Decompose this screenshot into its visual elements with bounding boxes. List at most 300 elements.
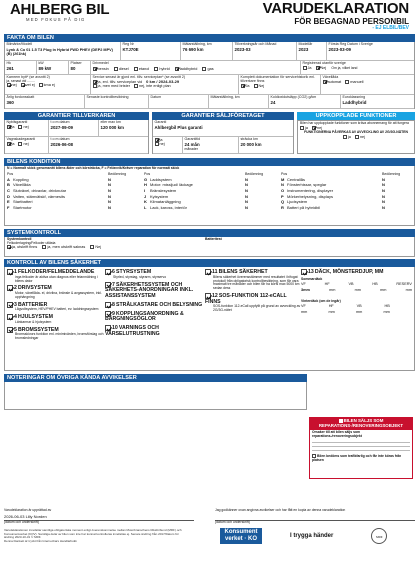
option[interactable] xyxy=(21,83,35,87)
condition-rating[interactable]: N xyxy=(245,182,248,188)
safety-bar: KONTROLL AV BILENS SÄKERHET xyxy=(4,259,415,267)
safety-item xyxy=(105,311,205,324)
item-heading: STYRSYSTEM xyxy=(116,269,152,276)
new-km-cell[interactable] xyxy=(99,120,148,137)
tire-col: HB xyxy=(384,303,390,308)
new-until-cell[interactable] xyxy=(49,120,99,137)
safety-item xyxy=(7,285,105,299)
damage-until-value: 2026-06-08 xyxy=(50,141,73,147)
condition-rating[interactable]: N xyxy=(108,176,111,182)
condition-pos: H xyxy=(144,182,147,188)
dealer-km-value: 20 000 km xyxy=(240,141,262,147)
item-number: 10 xyxy=(112,325,118,332)
title-main: VARUDEKLARATION xyxy=(262,0,409,17)
line[interactable] xyxy=(312,442,410,443)
condition-item: Mörkerbelysning, displays xyxy=(287,193,334,199)
condition-item: Bränslesystem xyxy=(150,188,177,194)
option[interactable] xyxy=(355,135,365,139)
item-number: 4 xyxy=(14,314,17,321)
date-label: Datum xyxy=(150,95,162,99)
service-label: Service senast är gjord enl. tillv. serviceplan* (se avsnitt 2) xyxy=(92,75,186,79)
item-heading: HJULSYSTEM xyxy=(18,314,53,321)
item-number: 9 xyxy=(112,310,115,317)
checkbox[interactable] xyxy=(18,142,22,146)
unit-mm: mm xyxy=(329,287,336,292)
safety-col-2 xyxy=(105,269,205,368)
pos-header: Pos xyxy=(144,171,151,176)
co2-label: Koldioxidutsläpp (CO2) g/km xyxy=(270,95,317,99)
item-heading: SÄKERHETSSYSTEM OCH SÄKERHETS-ANORDNINGAR INKL. ASSISTANSSYSTEM xyxy=(105,281,194,300)
condition-pos: J xyxy=(144,193,147,199)
checkbox[interactable] xyxy=(254,84,258,88)
option[interactable] xyxy=(134,84,171,88)
dealer-name-cell[interactable] xyxy=(153,120,293,137)
ko-line-1: Konsument xyxy=(224,529,258,536)
tax-label: Årlig fordonsskatt xyxy=(6,95,35,99)
firstreg-value: 2023-03-09 xyxy=(328,46,351,52)
option-label: kma ej xyxy=(43,83,55,88)
checkbox[interactable] xyxy=(105,269,111,275)
safety-item xyxy=(105,269,205,280)
safety-item xyxy=(105,302,205,309)
item-description: inga felkoder är aktiva utan diagnos eller felanmälning i bilens dator xyxy=(15,274,98,283)
condition-item: Kylsystem xyxy=(150,193,169,199)
dealer-terms-row xyxy=(152,137,294,154)
fuel-option[interactable] xyxy=(175,67,198,71)
manuf-cell[interactable] xyxy=(233,42,297,61)
new-km-label: eller max km xyxy=(100,120,121,124)
fuel-option[interactable] xyxy=(93,67,109,71)
euroclass-value: Laddhybrid xyxy=(342,99,367,105)
prepared-by-label: Varudeklaration är upprättad av xyxy=(4,508,52,512)
foreign-reg-label: Registrerad utanför sverige xyxy=(302,61,346,65)
condition-column xyxy=(281,173,412,210)
condition-pos: I xyxy=(144,188,146,194)
option-label: nej xyxy=(159,142,165,147)
hk-label: Hk xyxy=(6,61,11,65)
dealer-time-unit: månader xyxy=(184,146,198,151)
fuel-option[interactable] xyxy=(114,67,129,71)
option-label: manuell xyxy=(350,79,364,84)
checkbox[interactable] xyxy=(205,293,211,299)
condition-pos: E xyxy=(7,199,10,205)
option[interactable] xyxy=(241,84,250,88)
winter-tire-cols xyxy=(301,304,390,308)
option[interactable] xyxy=(155,142,165,146)
facts-bar: FAKTA OM BILEN xyxy=(4,34,415,42)
checkbox[interactable] xyxy=(90,245,94,249)
unit-mm: mm xyxy=(355,309,363,314)
seats-label: Platser xyxy=(70,61,82,65)
seats-value: 80 xyxy=(70,65,76,71)
condition-item: Instrumentering, displayer xyxy=(287,188,334,194)
line[interactable] xyxy=(312,450,410,451)
item-heading: DRIVSYSTEM xyxy=(18,285,52,292)
option-label: Nej xyxy=(258,83,265,88)
option-label: nej xyxy=(11,83,17,88)
item-heading: VARNINGS OCH VARSELUTRUSTNING xyxy=(105,325,160,337)
option[interactable] xyxy=(93,84,131,88)
dealer-warranty-row xyxy=(152,120,294,137)
option[interactable] xyxy=(7,245,37,249)
condition-row xyxy=(7,189,138,193)
fuel-label: Drivmedel xyxy=(92,61,109,65)
fuel-option-label: hybrid xyxy=(159,66,170,71)
pos-header: Pos xyxy=(281,171,288,176)
condition-rating[interactable]: N xyxy=(245,188,248,194)
condition-item: Motor: missljud/ läckage xyxy=(150,182,193,188)
checkbox[interactable] xyxy=(202,67,206,71)
condition-rating[interactable]: N xyxy=(382,176,385,182)
manufacturer-warranty-bar: GARANTIER TILLVERKAREN xyxy=(4,112,149,120)
dealer-name-label: Garanti xyxy=(154,120,167,124)
checkbox[interactable] xyxy=(343,135,347,139)
option-label: nej xyxy=(23,141,29,146)
condition-pos: G xyxy=(144,176,148,182)
fuel-option-label: diesel xyxy=(118,66,129,71)
condition-box xyxy=(4,166,415,226)
item-heading: BROMSSYSTEM xyxy=(18,326,59,333)
option-label: vet ej xyxy=(25,83,35,88)
tax-cell[interactable] xyxy=(5,95,85,109)
firstreg-cell[interactable] xyxy=(327,42,414,61)
fuel-option[interactable] xyxy=(134,67,149,71)
checkbox[interactable] xyxy=(312,126,316,130)
option-label: Ja xyxy=(245,83,250,88)
item-number: 1 xyxy=(14,269,17,276)
connected-box xyxy=(297,120,415,154)
condition-row xyxy=(144,206,275,210)
trygg-slogan: I trygga händer xyxy=(290,533,334,540)
checkbox[interactable] xyxy=(7,285,13,291)
condition-item: Slutväxel, drivaxlar, drivknutar xyxy=(13,188,67,194)
checkbox[interactable] xyxy=(93,67,97,71)
dealer-km-cell[interactable] xyxy=(239,137,293,154)
condition-rating[interactable]: N xyxy=(108,182,111,188)
buyer-approval-text: Jag godkänner ovan angivna avvikelser och har fått en kopia av denna varudeklaration xyxy=(215,508,346,512)
option[interactable] xyxy=(7,125,15,129)
condition-pos: N xyxy=(281,182,284,188)
service-book-cell xyxy=(239,75,321,95)
checkbox[interactable] xyxy=(7,125,11,129)
condition-row xyxy=(144,189,275,193)
rating-header: Bedömning xyxy=(108,171,127,176)
timing-belt-cell xyxy=(5,75,91,95)
footer xyxy=(4,509,415,575)
summer-tire-value: 3mm xyxy=(301,287,310,292)
safety-item xyxy=(205,269,301,291)
condition-item: Klimatanläggning xyxy=(150,199,181,205)
condition-item: Laddsystem xyxy=(150,176,172,182)
item-number: 6 xyxy=(112,269,115,276)
service-cell xyxy=(91,75,239,95)
checkbox[interactable] xyxy=(7,142,11,146)
item-description: Länkarmar & hjulsystem xyxy=(15,319,52,324)
service-book-label: Komplett dokumentation för servicehistorik enl. tillverkare finns xyxy=(240,75,316,83)
condition-rating[interactable]: N xyxy=(108,199,111,205)
option[interactable] xyxy=(7,142,15,146)
option[interactable] xyxy=(345,80,363,84)
checkbox[interactable] xyxy=(105,282,111,288)
mileage-cell[interactable] xyxy=(181,42,233,61)
condition-rating[interactable]: N xyxy=(382,199,385,205)
checkbox[interactable] xyxy=(7,245,11,249)
foreign-reg-no[interactable] xyxy=(316,66,327,70)
safety-item xyxy=(7,327,105,341)
checkbox[interactable] xyxy=(7,269,13,275)
dealer-opts-cell xyxy=(153,137,183,154)
buyer-approval-sub: (datum och underskrift) xyxy=(215,519,250,524)
item-description: Styrled, styrstag, styrarm, styrservo xyxy=(113,274,167,279)
checkbox[interactable] xyxy=(339,419,343,423)
option[interactable] xyxy=(254,84,265,88)
condition-rating[interactable]: N xyxy=(382,182,385,188)
date-cell[interactable] xyxy=(149,95,209,109)
new-km-value: 120 000 km xyxy=(100,124,124,130)
unit-mm: mm xyxy=(405,287,412,292)
checkbox[interactable] xyxy=(241,84,245,88)
gearbox-label: Växellåda xyxy=(322,75,339,79)
rating-header: Bedömning xyxy=(382,171,401,176)
condition-item: Lack, kaross, interiör xyxy=(150,204,187,210)
condition-item: Startmotor xyxy=(13,204,32,210)
tire-col: HB xyxy=(372,281,378,286)
checkbox[interactable] xyxy=(93,80,97,84)
checkbox[interactable] xyxy=(205,269,211,275)
checkbox[interactable] xyxy=(134,67,138,71)
mileage-label: Mätarställning, km xyxy=(182,42,212,46)
condition-rating[interactable]: N xyxy=(108,193,111,199)
checkbox[interactable] xyxy=(155,138,159,142)
checkbox[interactable] xyxy=(21,83,25,87)
option[interactable] xyxy=(39,83,55,87)
option-label: Nej xyxy=(320,65,327,70)
condition-rating[interactable]: N xyxy=(382,204,385,210)
option-label: ja xyxy=(347,134,351,139)
condition-pos: D xyxy=(7,193,10,199)
connected-question-2: FUNKTIONERNA PÅVERKAS AV AVVECKLING AV 2G/3G-NÄTEN xyxy=(304,130,408,135)
condition-pos: M xyxy=(281,176,285,182)
option-label: Nej xyxy=(95,245,102,250)
co2-cell[interactable] xyxy=(269,95,341,109)
dealer-time-cell[interactable] xyxy=(183,137,239,154)
battery-test-label: Batteritest xyxy=(205,237,222,241)
damage-warranty-label: Vagnskadegaranti xyxy=(6,137,36,141)
brand-logo: AHLBERG BIL xyxy=(10,1,110,18)
checkbox[interactable] xyxy=(114,67,118,71)
checkbox[interactable] xyxy=(303,66,307,70)
checkbox[interactable] xyxy=(7,83,11,87)
title-sub: FÖR BEGAGNAD PERSONBIL xyxy=(294,16,409,26)
fuel-option[interactable] xyxy=(202,67,213,71)
seats-cell[interactable] xyxy=(69,61,91,75)
line[interactable] xyxy=(312,446,410,447)
checkbox[interactable] xyxy=(39,83,43,87)
checkbox[interactable] xyxy=(105,325,111,331)
item-description: Motor, växellåda- el, drivlina, bränsle & avgassystem, inkl. upphängning xyxy=(15,291,102,299)
tire-col: HF xyxy=(328,303,334,308)
option-label: ja, men utskrift saknas xyxy=(47,245,86,250)
unit-mm: mm xyxy=(328,309,335,314)
item-heading: STRÅLKASTARE OCH BELYSNING xyxy=(116,301,203,308)
kw-label: kW xyxy=(38,61,44,65)
checkbox[interactable] xyxy=(316,66,320,70)
condition-rating[interactable]: N xyxy=(382,188,385,194)
timing-belt-question: ja, senast vid ........ xyxy=(6,78,35,83)
condition-row xyxy=(7,200,138,204)
fuel-option-label: gas xyxy=(207,66,214,71)
option[interactable] xyxy=(323,80,342,84)
condition-row xyxy=(281,206,412,210)
condition-item: Koppling xyxy=(13,176,29,182)
prepared-by xyxy=(4,509,194,524)
condition-row xyxy=(7,206,138,210)
option-label: nej xyxy=(23,124,29,129)
notes-box[interactable] xyxy=(4,382,307,410)
condition-item: Fönsterhissar, speglar xyxy=(287,182,327,188)
checkbox[interactable] xyxy=(105,311,111,317)
checkbox[interactable] xyxy=(93,84,97,88)
syscontrol-bar: SYSTEMKONTROLL xyxy=(4,229,415,237)
dealer-time-label: Garantitid xyxy=(184,137,201,141)
model-label: Bilmärke/Modell xyxy=(6,42,33,46)
condition-rating[interactable]: N xyxy=(245,193,248,199)
checkbox[interactable] xyxy=(301,269,307,275)
checkbox[interactable] xyxy=(323,80,327,84)
safety-col-1 xyxy=(7,269,105,368)
model-cell[interactable] xyxy=(5,42,121,61)
option-label: ja xyxy=(11,124,15,129)
fuel-option-label: etanol xyxy=(138,66,150,71)
connected-functions xyxy=(297,112,415,154)
facts-row-4 xyxy=(4,95,415,109)
option[interactable] xyxy=(18,142,28,146)
condition-rating[interactable]: N xyxy=(245,176,248,182)
checkbox[interactable] xyxy=(7,314,13,320)
option-label: nej xyxy=(316,125,323,130)
mileage-value: 76 690 km xyxy=(182,46,204,52)
checkbox[interactable] xyxy=(155,142,159,146)
country-label: Om ja, vilket land xyxy=(331,65,358,70)
gearbox-cell xyxy=(321,75,414,95)
regnr-cell[interactable] xyxy=(121,42,181,61)
option[interactable] xyxy=(90,245,101,249)
fault-codes-question: Felkoderlagring/Felkoder utlästa xyxy=(7,240,56,245)
checkbox[interactable] xyxy=(355,135,359,139)
condition-column xyxy=(144,173,275,210)
checkbox[interactable] xyxy=(7,302,13,308)
condition-rating[interactable]: N xyxy=(382,193,385,199)
legal-notes xyxy=(4,529,184,543)
title-note: - EJ ELBIL/BEV xyxy=(372,25,409,32)
header xyxy=(4,0,415,34)
option-label: ja, men med brister xyxy=(97,84,130,89)
inspection-cell[interactable] xyxy=(85,95,149,109)
condition-rating[interactable]: N xyxy=(245,199,248,205)
item-number: 3 xyxy=(14,301,17,308)
option-label: automat xyxy=(327,79,342,84)
syscontrol-label: Systemkontroll xyxy=(7,237,32,241)
timing-belt-label: Kamrem bytt* (se avsnitt 2) xyxy=(6,75,50,79)
fuel-option-label: bensin xyxy=(97,66,109,71)
warranty-section xyxy=(4,112,415,154)
document-title xyxy=(263,1,409,32)
option-label: Ja xyxy=(307,65,312,70)
option[interactable] xyxy=(7,83,17,87)
checkbox[interactable] xyxy=(345,80,349,84)
prepared-by-value[interactable]: 2026-06-03 Lilly Norden xyxy=(4,513,194,521)
damage-until-label: t o m datum xyxy=(50,137,70,141)
winter-tires-label: Vinterdäck (om de ingår) xyxy=(301,298,341,303)
tire-col: HF xyxy=(324,281,330,286)
checkbox[interactable] xyxy=(300,126,304,130)
condition-item: Växellåda xyxy=(13,182,31,188)
unit-mm: mm xyxy=(380,287,387,292)
konsumentverket-logo xyxy=(220,528,262,544)
foreign-reg-yes[interactable] xyxy=(303,66,312,70)
option[interactable] xyxy=(42,245,85,249)
facts-row-3 xyxy=(4,75,415,95)
checkbox[interactable] xyxy=(175,67,179,71)
checkbox[interactable] xyxy=(105,302,111,308)
foreign-reg-cell xyxy=(301,61,414,75)
tires-heading: DÄCK, MÖNSTERDJUP, MM xyxy=(314,269,384,276)
service-value: 0 km / 2024-03-29 xyxy=(146,78,180,84)
condition-pos: A xyxy=(7,176,10,182)
euroclass-cell[interactable] xyxy=(341,95,414,109)
damage-until-cell[interactable] xyxy=(49,137,148,154)
kw-cell[interactable] xyxy=(37,61,69,75)
tires-col xyxy=(301,269,412,368)
hk-cell[interactable] xyxy=(5,61,37,75)
condition-rating[interactable]: N xyxy=(108,188,111,194)
checkbox[interactable] xyxy=(154,67,158,71)
modelyear-cell[interactable] xyxy=(297,42,327,61)
rating-header: Bedömning xyxy=(245,171,264,176)
facts-row-1 xyxy=(4,42,415,61)
condition-rating[interactable]: N xyxy=(245,204,248,210)
tax-value: 360 xyxy=(6,99,14,105)
item-number: 5 xyxy=(14,326,17,333)
condition-rating[interactable]: N xyxy=(108,204,111,210)
option[interactable] xyxy=(343,135,351,139)
item-number: 8 xyxy=(112,301,115,308)
checkbox[interactable] xyxy=(312,454,316,458)
item-number: 2 xyxy=(14,285,17,292)
checkbox[interactable] xyxy=(18,125,22,129)
checkbox[interactable] xyxy=(42,245,46,249)
safety-item xyxy=(7,269,105,283)
modelyear-value: 2023 xyxy=(298,46,309,52)
syscontrol-box xyxy=(4,237,415,257)
condition-pos: P xyxy=(281,193,284,199)
new-until-label: t o m datum xyxy=(50,120,70,124)
insp-mileage-cell[interactable] xyxy=(209,95,269,109)
condition-bar: BILENS KONDITION xyxy=(4,158,415,166)
damage-warranty-cell xyxy=(5,137,49,154)
damage-warranty-row xyxy=(4,137,149,154)
condition-item: Centrallås xyxy=(287,176,306,182)
option-label: ja xyxy=(11,141,15,146)
dealer-time-value: 24 mån xyxy=(184,141,200,147)
option-label: nej, inte enligt plan xyxy=(139,84,171,89)
option[interactable] xyxy=(18,125,28,129)
dangerous-label: Bilen bedöms som trafikfarlig och får inte köras från platsen xyxy=(312,454,402,462)
fuel-option[interactable] xyxy=(154,67,169,71)
ko-line-2: verket · KO xyxy=(224,536,257,543)
checkbox[interactable] xyxy=(134,84,138,88)
checkbox[interactable] xyxy=(7,327,13,333)
